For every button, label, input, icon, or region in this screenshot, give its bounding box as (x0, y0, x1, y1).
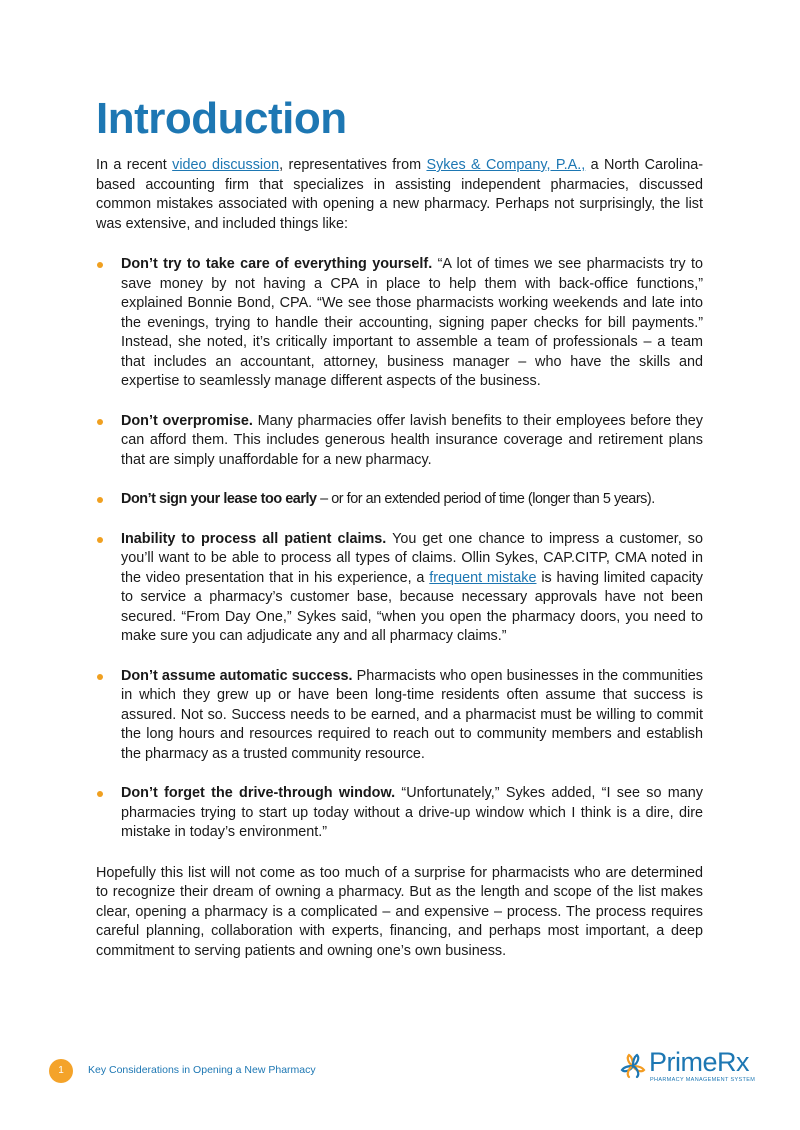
sykes-company-link[interactable]: Sykes & Company, P.A., (426, 157, 586, 173)
intro-text-2: , representatives from (279, 157, 427, 173)
list-item-text: “A lot of times we see pharmacists try to save money by not having a CPA in place to help them with back-office functions,” explained Bonnie Bond, CPA. “We see those pharmacists working weekends and late into the evenings, trying to handle their accounting, signing paper checks for bill payments.” Instead, she noted, it’s critically important to assemble a team of professionals – a team that includes an accountant, attorney, business manager – who have the skills and expertise to seamlessly manage different aspects of the business. (121, 256, 703, 389)
logo-wordmark: PrimeRx (649, 1047, 750, 1077)
closing-paragraph: Hopefully this list will not come as too much of a surprise for pharmacists who are determined to recognize their dream of owning a pharmacy. But as the length and scope of the list makes clear, opening a pharmacy is a complicated – and expensive – process. The process requires careful planning, collaboration with experts, financing, and perhaps most important, a deep commitment to serving patients and owning one’s own business. (96, 864, 703, 959)
list-item-text: Pharmacists who open businesses in the communities in which they grew up or have been long-time residents often assume that success is assured. Not so. Success needs to be earned, and a pharmacist must be willing to commit the long hours and resources required to reach out to community members and establish the pharmacy as a trusted community resource. (121, 667, 703, 762)
list-item-text: – or for an extended period of time (longer than 5 years). (316, 491, 655, 507)
logo-tagline: PHARMACY MANAGEMENT SYSTEM (650, 1077, 756, 1083)
list-item-title: Don’t overpromise. (121, 412, 253, 429)
intro-paragraph (96, 156, 703, 234)
document-page (96, 92, 703, 961)
list-item (96, 412, 703, 471)
list-item-title: Don’t forget the drive-through window. (121, 785, 396, 801)
flower-icon (619, 1052, 647, 1080)
list-item-text: You get one chance to impress a customer, so you’ll want to be able to process all types of claims. Ollin Sykes, CAP.CITP, CMA noted in the video presentation that in his experience, a (121, 530, 703, 586)
bullet-icon (97, 674, 103, 680)
page-title: Introduction (96, 94, 347, 143)
intro-text-3: a North Carolina-based accounting firm that specializes in assisting independent pharmacies, discussed common mistakes associated with opening a new pharmacy. Perhaps not surprisingly, the list was extensive, and included things like: (96, 157, 703, 232)
list-item (96, 667, 703, 765)
intro-text-1: In a recent (96, 157, 173, 173)
mistakes-list (96, 255, 703, 843)
bullet-icon (97, 537, 103, 543)
page-number-badge: 1 (49, 1059, 73, 1083)
primerx-logo (619, 1047, 779, 1086)
video-discussion-link[interactable]: video discussion (172, 157, 280, 173)
bullet-icon (97, 497, 103, 503)
list-item (96, 255, 703, 392)
list-item-title: Don’t sign your lease too early (121, 491, 317, 507)
list-item-text: “Unfortunately,” Sykes added, “I see so many pharmacies trying to start up today without a drive-up window which I think is a dire, dire mistake in today’s environment.” (121, 785, 703, 840)
list-item (96, 530, 703, 647)
list-item-title: Don’t try to take care of everything yourself. (121, 256, 433, 272)
bullet-icon (97, 791, 103, 797)
frequent-mistake-link[interactable]: frequent mistake (429, 569, 537, 586)
footer-title: Key Considerations in Opening a New Pharmacy (88, 1064, 316, 1076)
list-item-title: Don’t assume automatic success. (121, 667, 353, 684)
list-item-text: Many pharmacies offer lavish benefits to their employees before they can afford them. This includes generous health insurance coverage and retirement plans that are simply unaffordable for a new pharmacy. (121, 412, 703, 468)
bullet-icon (97, 262, 103, 268)
list-item (96, 490, 703, 510)
list-item-text: is having limited capacity to service a pharmacy’s customer base, because necessary approvals have not been secured. “From Day One,” Sykes said, “when you open the pharmacy doors, you need to make sure you can adjudicate any and all pharmacy claims.” (121, 569, 703, 644)
list-item (96, 784, 703, 843)
bullet-icon (97, 419, 103, 425)
list-item-title: Inability to process all patient claims. (121, 530, 387, 547)
